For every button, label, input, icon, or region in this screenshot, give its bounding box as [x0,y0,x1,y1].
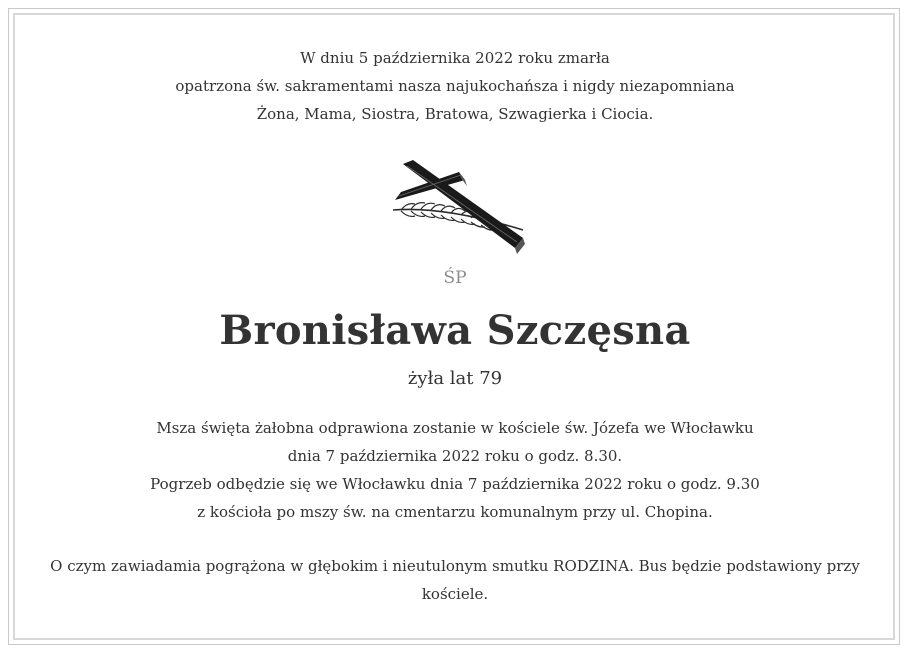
intro-line-2: opatrzona św. sakramentami nasza najukochańsza i nigdy niezapomniana [175,77,735,95]
funeral-details [0,414,910,526]
deceased-name: Bronisława Szczęsna [219,307,691,354]
details-line-4: z kościoła po mszy św. na cmentarzu komunalnym przy ul. Chopina. [197,503,713,521]
intro-line-1: W dniu 5 października 2022 roku zmarła [300,49,610,67]
cross-shape [395,160,525,254]
family-notice: O czym zawiadamia pogrążona w głębokim i nieutulonym smutku RODZINA. Bus będzie podstawiony przy kościele. [50,557,860,603]
details-line-1: Msza święta żałobna odprawiona zostanie w kościele św. Józefa we Włocławku [156,419,754,437]
intro-line-3: Żona, Mama, Siostra, Bratowa, Szwagierka i Ciocia. [256,105,654,123]
details-line-3: Pogrzeb odbędzie się we Włocławku dnia 7 października 2022 roku o godz. 9.30 [150,475,760,493]
age-text: żyła lat 79 [407,368,503,389]
details-line-2: dnia 7 października 2022 roku o godz. 8.30. [287,447,623,465]
intro-text [0,44,910,128]
sp-label: ŚP [443,268,467,288]
cross-with-palm-icon [385,158,525,258]
